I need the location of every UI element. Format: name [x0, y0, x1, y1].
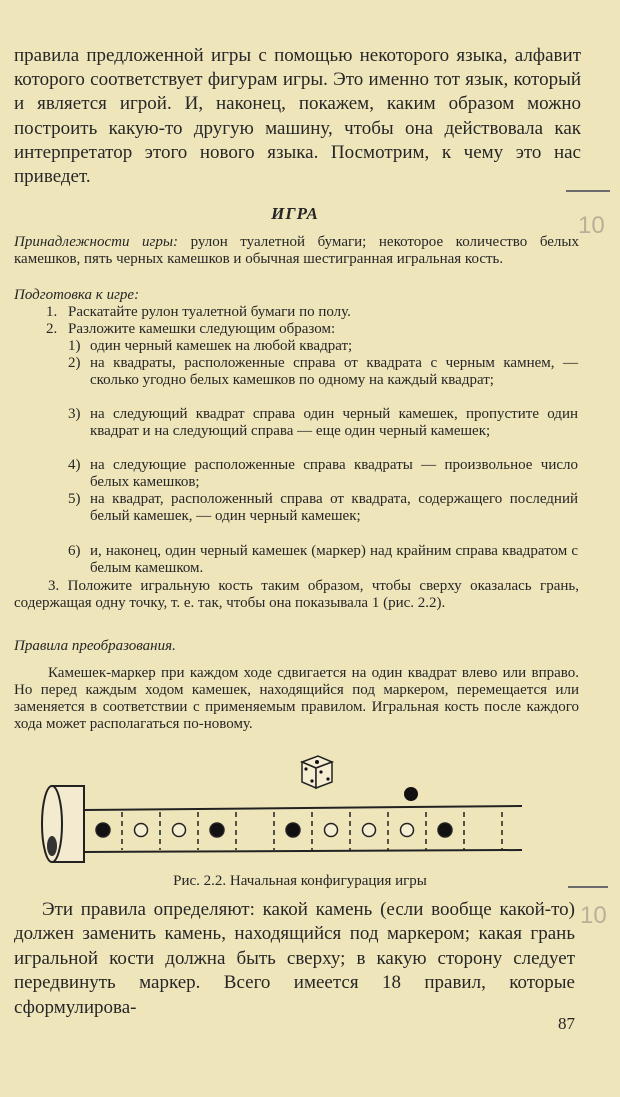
strip-squares	[84, 787, 502, 850]
step-text: Раскатайте рулон туалетной бумаги по полу.	[68, 304, 351, 320]
paper-strip	[84, 806, 522, 852]
margin-rule	[568, 886, 608, 888]
substep-text: на квадрат, расположенный справа от квадрата, содержащего последний белый камешек, — один черный камешек;	[90, 491, 578, 524]
white-stone	[135, 824, 148, 837]
step-number: 1.	[46, 304, 58, 320]
equipment-paragraph	[14, 234, 579, 268]
equipment-text: рулон туалетной бумаги; некоторое количество белых камешков, пять черных камешков и обычная шестигранная игральная кость.	[14, 234, 579, 267]
substep-number: 6)	[68, 543, 81, 559]
substep-text: на квадраты, расположенные справа от квадрата с черным камнем, — сколько угодно белых камешков по одному на каждый квадрат;	[90, 355, 578, 388]
toilet-roll-icon	[42, 786, 84, 862]
substep-number: 5)	[68, 491, 81, 507]
white-stone	[363, 824, 376, 837]
figure-initial-configuration	[40, 754, 540, 864]
substep-text: один черный камешек на любой квадрат;	[90, 338, 353, 354]
figure-caption: Рис. 2.2. Начальная конфигурация игры	[173, 873, 427, 889]
section-title: ИГРА	[271, 204, 319, 223]
substep-number: 2)	[68, 355, 81, 371]
black-stone	[438, 823, 452, 837]
black-stone	[210, 823, 224, 837]
margin-annotation: 10	[578, 212, 605, 239]
substep-number: 1)	[68, 338, 81, 354]
outro-paragraph: Эти правила определяют: какой камень (если вообще какой-то) должен заменить камень, находящийся под маркером; какая грань игральной кости должна быть сверху; в какую сторону следует передвинуть маркер. Всего имеется 18 правил, которые сформулирова-	[14, 899, 575, 1018]
step-number: 2.	[46, 321, 58, 337]
black-stone	[286, 823, 300, 837]
margin-rule	[566, 190, 610, 192]
preparation-label: Подготовка к игре:	[14, 287, 140, 303]
equipment-label: Принадлежности игры:	[14, 234, 179, 250]
black-stone	[96, 823, 110, 837]
substep-number: 4)	[68, 457, 81, 473]
white-stone	[401, 824, 414, 837]
marker-stone	[404, 787, 418, 801]
step-text: Разложите камешки следующим образом:	[68, 321, 336, 337]
rules-paragraph: Камешек-маркер при каждом ходе сдвигается на один квадрат влево или вправо. Но перед каждым ходом камешек, находящийся под маркером, перемещается или заменяется в соответствии с применяемым правилом. Игральная кость после каждого хода может располагаться по-новому.	[14, 665, 579, 732]
white-stone	[325, 824, 338, 837]
substep-text: и, наконец, один черный камешек (маркер) над крайним справа квадратом с белым камешком.	[90, 543, 578, 576]
rules-label: Правила преобразования.	[14, 638, 176, 654]
substep-number: 3)	[68, 406, 81, 422]
white-stone	[173, 824, 186, 837]
page-number: 87	[558, 1014, 575, 1033]
intro-paragraph: правила предложенной игры с помощью некоторого языка, алфавит которого соответствует фигурам игры. Это именно тот язык, который и является игрой. И, наконец, покажем, каким образом можно построить какую-то другую машину, чтобы она действовала как интерпретатор этого нового языка. Посмотрим, к чему это нас приведет.	[14, 45, 581, 188]
step-3-text: 3. Положите игральную кость таким образом, чтобы сверху оказалась грань, содержащая одну точку, т. е. так, чтобы она показывала 1 (рис. 2.2).	[14, 578, 579, 611]
substep-text: на следующий квадрат справа один черный камешек, пропустите один квадрат и на следующий справа — еще один черный камешек;	[90, 406, 578, 439]
margin-annotation: 10	[580, 902, 607, 929]
die-icon	[302, 756, 332, 788]
substep-text: на следующие расположенные справа квадраты — произвольное число белых камешков;	[90, 457, 578, 490]
